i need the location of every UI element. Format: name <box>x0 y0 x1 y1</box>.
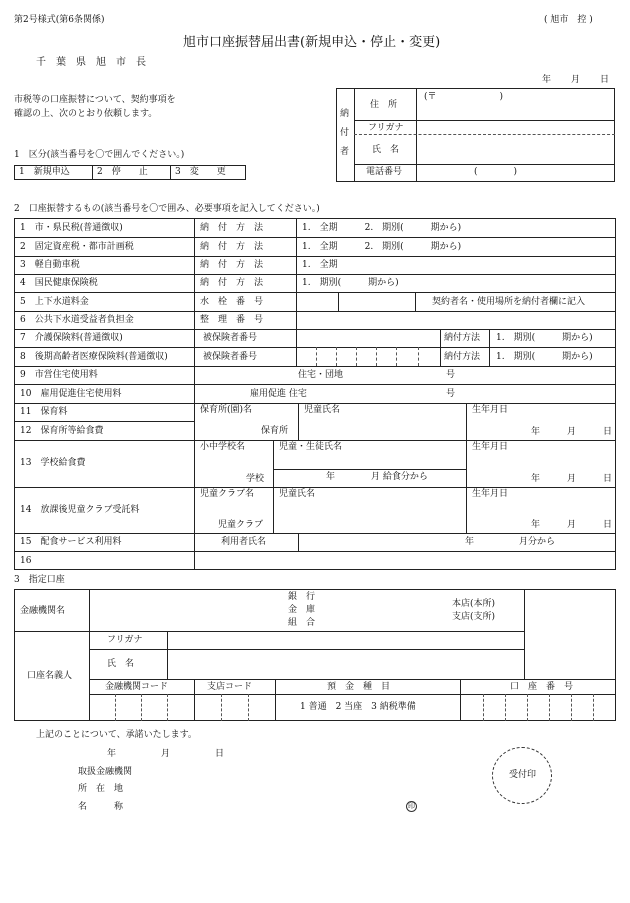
row-14-birth-ymd: 年 月 日 <box>531 520 613 530</box>
furigana-label: フリガナ <box>368 123 404 133</box>
row-4-method-label: 納 付 方 法 <box>200 278 264 288</box>
row-8-method-label: 納付方法 <box>444 352 481 362</box>
section1-heading: 1 区分(該当番号を〇で囲んでください。) <box>14 150 185 160</box>
intro-line-1: 市税等の口座振替について、契約事項を <box>14 95 176 105</box>
row-8-options[interactable]: 1. 期別( 期から) <box>496 352 593 362</box>
row-14-child-name-label: 児童氏名 <box>279 489 316 499</box>
branch-type-2: 支店(支所) <box>452 612 496 622</box>
bank-type-2: 金 庫 <box>288 605 316 615</box>
deposit-options[interactable]: 1 普通 2 当座 3 納税準備 <box>300 702 416 712</box>
row-13-name: 13 学校給食費 <box>20 458 86 468</box>
meal-from: 年 月 給食分から <box>326 472 428 482</box>
date-day: 日 <box>600 75 610 85</box>
holder-name-label: 氏 名 <box>107 659 135 669</box>
form-number: 第2号様式(第6条関係) <box>14 15 105 25</box>
bank-title-label: 名 称 <box>78 802 124 812</box>
row-2-options[interactable]: 1. 全期 2. 期別( 期から) <box>302 242 462 252</box>
consent-date: 年 月 日 <box>107 749 225 759</box>
date-year: 年 <box>542 75 552 85</box>
phone-field[interactable]: ( ) <box>474 167 518 177</box>
branch-type-1: 本店(本所) <box>452 599 496 609</box>
row-14-birth-label: 生年月日 <box>472 489 509 499</box>
student-name-label: 児童・生徒氏名 <box>279 442 343 452</box>
row-3-options[interactable]: 1. 全期 <box>302 260 338 270</box>
row-9-name: 9 市営住宅使用料 <box>20 370 98 380</box>
row-13-birth-ymd: 年 月 日 <box>531 474 613 484</box>
account-number-label: 口 座 番 号 <box>510 682 574 692</box>
nursery-suffix: 保育所 <box>261 426 289 436</box>
row-10-label: 雇用促進 住宅 <box>250 389 307 399</box>
row-1-method-label: 納 付 方 法 <box>200 223 264 233</box>
nursery-label: 保育所(園)名 <box>200 405 253 415</box>
row-11-child-name-label: 児童氏名 <box>304 405 341 415</box>
option-change[interactable]: 3 変 更 <box>175 167 226 177</box>
row-5-label: 水 栓 番 号 <box>200 297 264 307</box>
option-stop[interactable]: 2 停 止 <box>97 167 148 177</box>
row-6-name: 6 公共下水道受益者負担金 <box>20 315 134 325</box>
bank-type-3: 組 合 <box>288 618 316 628</box>
row-10-number-suffix: 号 <box>446 389 456 399</box>
handling-bank-label: 取扱金融機関 <box>78 767 133 777</box>
row-7-options[interactable]: 1. 期別( 期から) <box>496 333 593 343</box>
phone-label: 電話番号 <box>366 167 403 177</box>
section3-heading: 3 指定口座 <box>14 575 65 585</box>
row-4-name: 4 国民健康保険税 <box>20 278 98 288</box>
row-15-name: 15 配食サービス利用料 <box>20 537 122 547</box>
row-2-method-label: 納 付 方 法 <box>200 242 264 252</box>
date-month: 月 <box>571 75 581 85</box>
applicant-side-label-1: 納 <box>340 109 350 119</box>
bank-code-label: 金融機関コード <box>105 682 169 692</box>
row-7-name: 7 介護保険料(普通徴収) <box>20 333 123 343</box>
month-from: 年 月分から <box>465 537 556 547</box>
row-11-birth-label: 生年月日 <box>472 405 509 415</box>
row-9-number-suffix: 号 <box>446 370 456 380</box>
school-label: 小中学校名 <box>200 442 246 452</box>
bank-name-label: 金融機関名 <box>20 606 66 616</box>
row-12-name: 12 保育所等給食費 <box>20 426 104 436</box>
row-11-birth-ymd: 年 月 日 <box>531 427 613 437</box>
address-label: 住 所 <box>370 100 398 110</box>
row-13-birth-label: 生年月日 <box>472 442 509 452</box>
row-4-options[interactable]: 1. 期別( 期から) <box>302 278 399 288</box>
row-10-name: 10 雇用促進住宅使用料 <box>20 389 122 399</box>
account-holder-label: 口座名義人 <box>27 671 73 681</box>
row-3-method-label: 納 付 方 法 <box>200 260 264 270</box>
row-8-label: 被保険者番号 <box>203 352 258 362</box>
row-7-label: 被保険者番号 <box>203 333 258 343</box>
row-8-name: 8 後期高齢者医療保険料(普通徴収) <box>20 352 168 362</box>
row-1-name: 1 市・県民税(普通徴収) <box>20 223 123 233</box>
copy-label: ( 旭市 控 ) <box>544 15 593 25</box>
holder-furigana-label: フリガナ <box>107 635 143 645</box>
postal-code-field[interactable]: (〒 ) <box>424 92 504 102</box>
seal-mark: 印 <box>408 802 415 810</box>
club-suffix: 児童クラブ <box>218 520 264 530</box>
row-2-name: 2 固定資産税・都市計画税 <box>20 242 134 252</box>
name-label: 氏 名 <box>372 145 400 155</box>
applicant-side-label-3: 者 <box>340 147 350 157</box>
row-5-name: 5 上下水道料金 <box>20 297 89 307</box>
intro-line-2: 確認の上、次のとおり依頼します。 <box>14 109 158 119</box>
row-16-name: 16 <box>20 556 32 566</box>
section2-heading: 2 口座振替するもの(該当番号を〇で囲み、必要事項を記入してください。) <box>14 204 320 214</box>
row-7-method-label: 納付方法 <box>444 333 481 343</box>
row-6-label: 整 理 番 号 <box>200 315 264 325</box>
row-5-note: 契約者名・使用場所を納付者欄に記入 <box>432 297 586 307</box>
branch-code-label: 支店コード <box>207 682 253 692</box>
club-label: 児童クラブ名 <box>200 489 255 499</box>
consent-text: 上記のことについて、承諾いたします。 <box>36 730 197 740</box>
row-3-name: 3 軽自動車税 <box>20 260 80 270</box>
addressee: 千 葉 県 旭 市 長 <box>36 57 146 68</box>
applicant-side-label-2: 付 <box>340 128 350 138</box>
location-label: 所 在 地 <box>78 784 124 794</box>
bank-type-1: 銀 行 <box>288 592 316 602</box>
school-suffix: 学校 <box>246 474 265 484</box>
row-11-name: 11 保育料 <box>20 407 68 417</box>
deposit-type-label: 預 金 種 目 <box>327 682 391 692</box>
page-title: 旭市口座振替届出書(新規申込・停止・変更) <box>183 35 441 50</box>
row-9-label: 住宅・団地 <box>298 370 344 380</box>
user-name-label: 利用者氏名 <box>221 537 267 547</box>
row-14-name: 14 放課後児童クラブ受託料 <box>20 505 140 515</box>
row-1-options[interactable]: 1. 全期 2. 期別( 期から) <box>302 223 462 233</box>
receipt-stamp-label: 受付印 <box>509 770 537 780</box>
option-new[interactable]: 1 新規申込 <box>19 167 70 177</box>
